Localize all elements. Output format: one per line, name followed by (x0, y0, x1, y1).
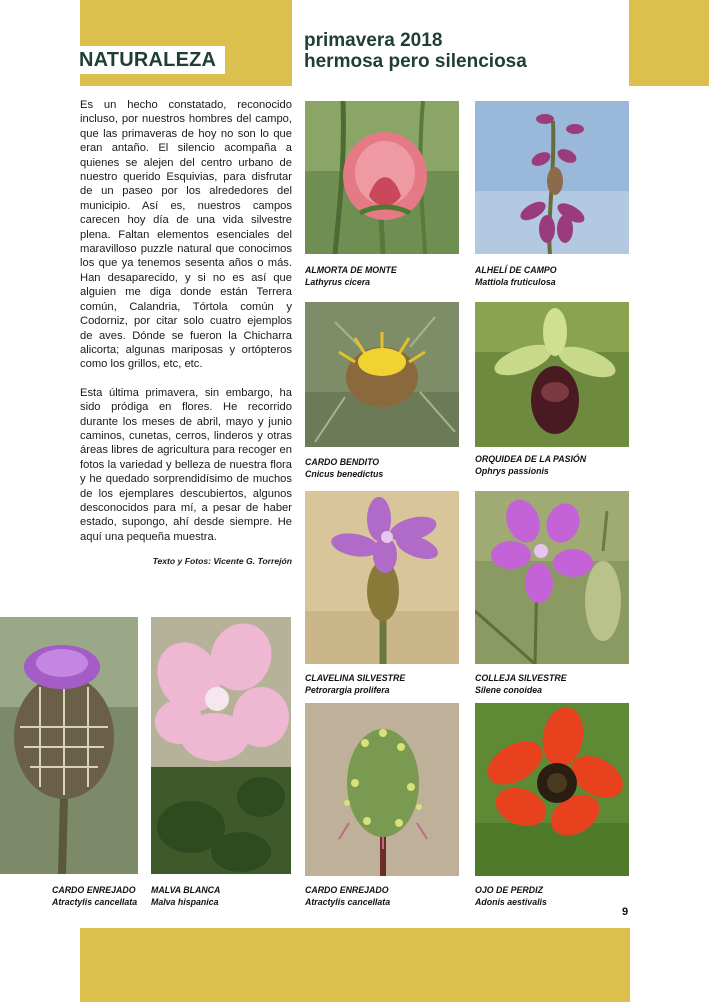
caption-common-name: CARDO ENREJADO (52, 885, 136, 895)
caption-cardo-bendito (305, 456, 465, 480)
photo-orquidea-de-la-pasion (475, 302, 629, 447)
article-paragraph-2: Esta última primavera, sin embargo, ha sido pródiga en flores. He recorrido durante los meses de abril, mayo y junio caminos, cunetas, cerros, linderos y otras áreas libres de agricultura para recoger en fotos la variedad y belleza de nuestra flora y he quedado sorprendidísimo de muchos de los ejemplares descubiertos, algunos desconocidos para mí, a pesar de haber estado, supongo, ahí desde siempre. He aquí una pequeña muestra. (80, 386, 292, 543)
caption-common-name: CARDO BENDITO (305, 457, 380, 467)
photo-clavelina-silvestre (305, 491, 459, 664)
top-right-color-band (629, 0, 709, 86)
caption-cardo-enrejado-left (52, 884, 152, 908)
caption-common-name: CARDO ENREJADO (305, 885, 389, 895)
section-label: NATURALEZA (77, 46, 225, 74)
article-body (80, 98, 292, 544)
title-line-1: primavera 2018 (304, 30, 443, 51)
caption-ojo-de-perdiz (475, 884, 635, 908)
photo-ojo-de-perdiz (475, 703, 629, 876)
caption-common-name: ALHELÍ DE CAMPO (475, 265, 557, 275)
photo-cardo-enrejado-left (0, 617, 138, 874)
caption-common-name: CLAVELINA SILVESTRE (305, 673, 406, 683)
bottom-color-band (80, 928, 630, 1002)
caption-scientific-name: Atractylis cancellata (305, 897, 391, 907)
caption-common-name: ORQUIDEA DE LA PASIÓN (475, 454, 587, 464)
photo-colleja-silvestre (475, 491, 629, 664)
caption-cardo-enrejado-right (305, 884, 465, 908)
caption-colleja-silvestre (475, 672, 635, 696)
caption-orquidea-de-la-pasion (475, 453, 635, 477)
caption-scientific-name: Ophrys passionis (475, 466, 549, 476)
article-paragraph-1: Es un hecho constatado, reconocido incluso, por nuestros hombres del campo, que las primaveras de hoy no son lo que eran antaño. El silencio acompaña a quienes se alejen del centro urbano de nuestro querido Esquivias, para disfrutar de un paseo por los alrededores del municipio. Así es, nuestros campos carecen hoy día de una vida silvestre plena. Faltan elementos esenciales del maravilloso puzzle natural que conocimos los que ya tenemos sesenta años o más. Han desaparecido, y si no es así que alguien me diga donde están Terrera común, Calandria, Tórtola común y Codorniz, por citar solo cuatro ejemplos de aves. Dónde se fueron la Chicharra alicorta; algunas mariposas y ortópteros como los grillos, etc, etc. (80, 99, 292, 371)
photo-cardo-bendito (305, 302, 459, 447)
caption-almorta-de-monte (305, 264, 465, 288)
caption-common-name: OJO DE PERDIZ (475, 885, 543, 895)
caption-common-name: COLLEJA SILVESTRE (475, 673, 567, 683)
caption-scientific-name: Malva hispanica (151, 897, 219, 907)
photo-alheli-de-campo (475, 101, 629, 254)
caption-alheli-de-campo (475, 264, 635, 288)
caption-scientific-name: Silene conoidea (475, 685, 542, 695)
caption-common-name: ALMORTA DE MONTE (305, 265, 397, 275)
caption-scientific-name: Petrorargia prolifera (305, 685, 390, 695)
caption-common-name: MALVA BLANCA (151, 885, 221, 895)
caption-scientific-name: Atractylis cancellata (52, 897, 138, 907)
photo-cardo-enrejado-right (305, 703, 459, 876)
caption-malva-blanca (151, 884, 271, 908)
caption-scientific-name: Cnicus benedictus (305, 469, 384, 479)
caption-scientific-name: Adonis aestivalis (475, 897, 547, 907)
page-number: 9 (622, 906, 629, 918)
page-title (304, 30, 624, 72)
caption-scientific-name: Lathyrus cicera (305, 277, 371, 287)
caption-clavelina-silvestre (305, 672, 465, 696)
photo-malva-blanca (151, 617, 291, 874)
photo-credit: Texto y Fotos: Vicente G. Torrejón (152, 556, 292, 566)
photo-almorta-de-monte (305, 101, 459, 254)
title-line-2: hermosa pero silenciosa (304, 51, 527, 72)
caption-scientific-name: Mattiola fruticulosa (475, 277, 556, 287)
